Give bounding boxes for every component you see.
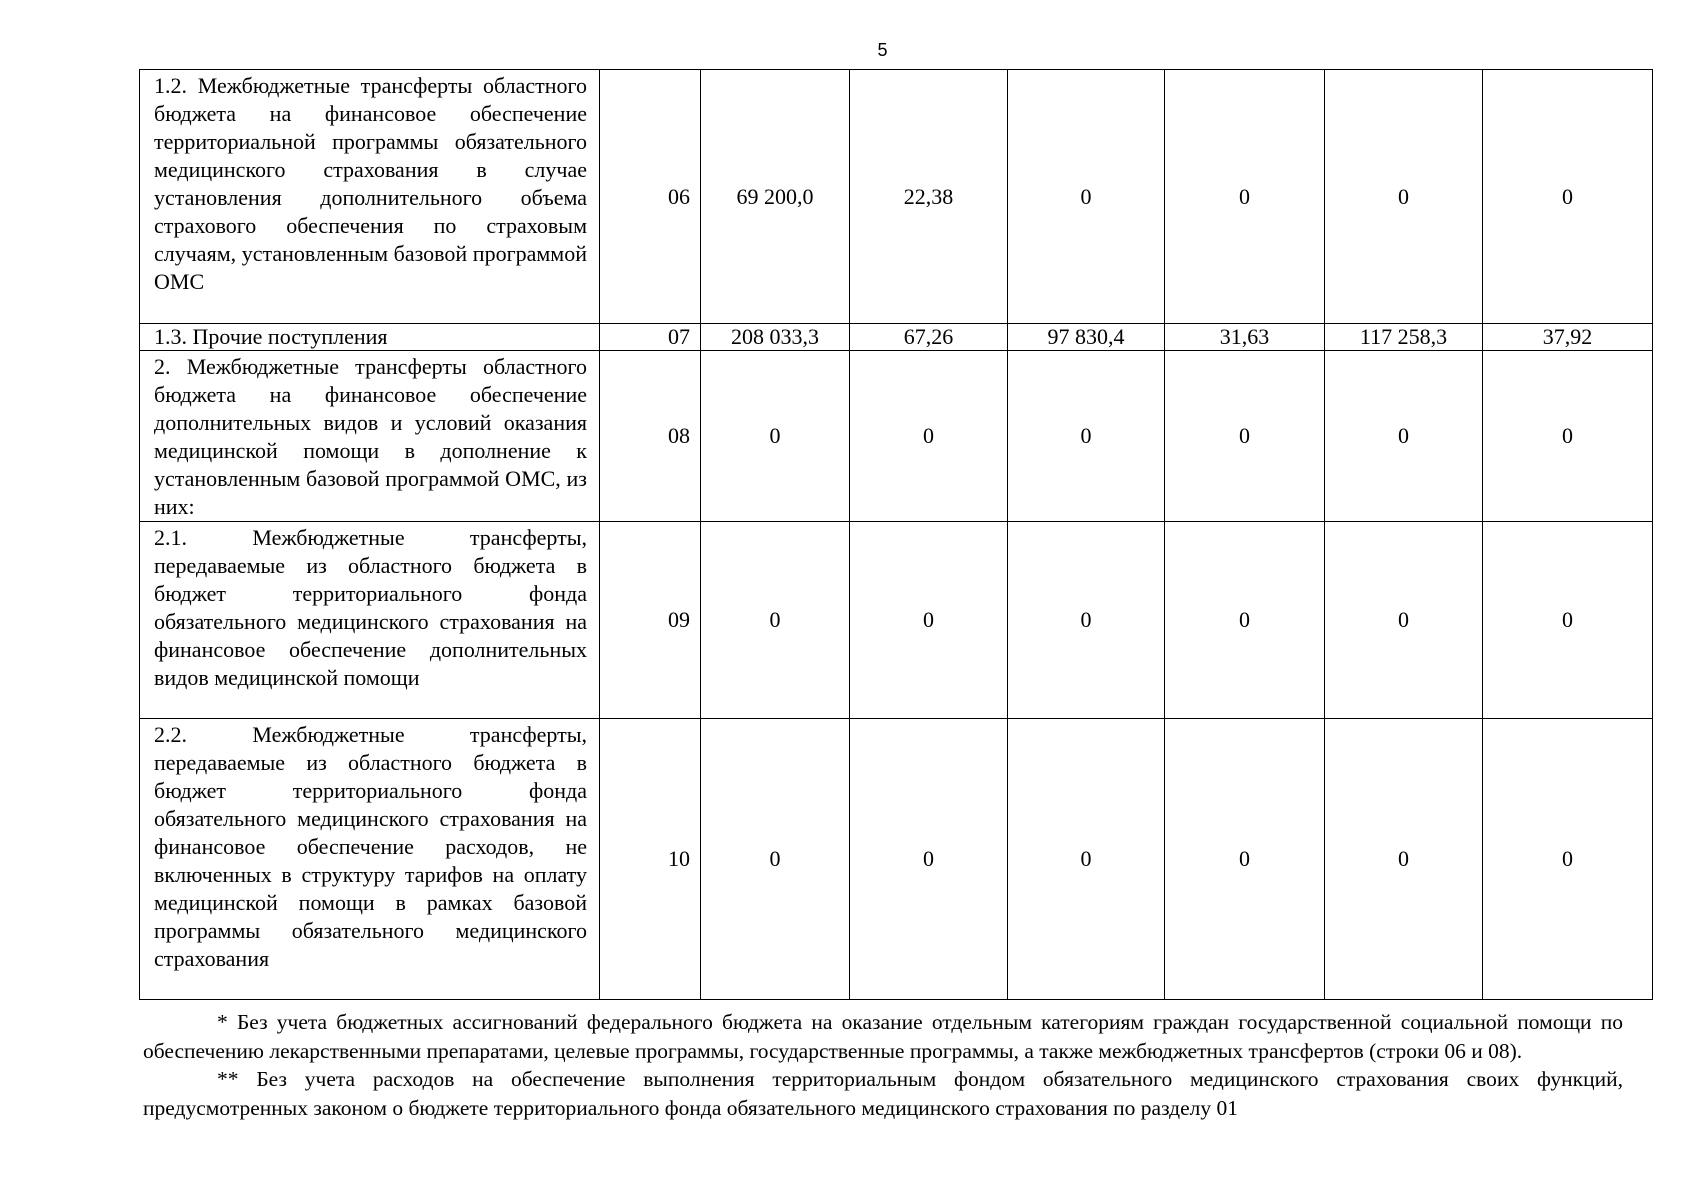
row-label: 1.2. Межбюджетные трансферты областного бюджета на финансовое обеспечение территориальной программы обязательного медицинского страхования в случае установления дополнительного объема страхового обеспечения по страховым случаям, установленным базовой программой ОМС (140, 70, 600, 324)
footnotes (143, 1008, 1623, 1122)
cell-value: 0 (850, 719, 1008, 1000)
cell-value: 0 (1483, 719, 1653, 1000)
cell-value: 0 (1165, 351, 1325, 522)
row-label: 2.1. Межбюджетные трансферты, передаваемые из областного бюджета в бюджет территориального фонда обязательного медицинского страхования на финансовое обеспечение дополнительных видов медицинской помощи (140, 522, 600, 719)
cell-value: 208 033,3 (701, 324, 850, 351)
cell-value: 0 (1165, 522, 1325, 719)
cell-value: 0 (850, 522, 1008, 719)
cell-value: 67,26 (850, 324, 1008, 351)
table-row (140, 351, 1653, 522)
cell-value: 0 (701, 351, 850, 522)
cell-value: 0 (1165, 719, 1325, 1000)
cell-value: 0 (701, 719, 850, 1000)
cell-value: 69 200,0 (701, 70, 850, 324)
row-code: 07 (600, 324, 701, 351)
cell-value: 37,92 (1483, 324, 1653, 351)
footnote-1: * Без учета бюджетных ассигнований федерального бюджета на оказание отдельным категориям граждан государственной социальной помощи по обеспечению лекарственными препаратами, целевые программы, государственные программы, а также межбюджетных трансфертов (строки 06 и 08). (143, 1010, 1623, 1063)
row-code: 06 (600, 70, 701, 324)
cell-value: 0 (1008, 351, 1165, 522)
cell-value: 0 (1325, 70, 1483, 324)
table-row (140, 522, 1653, 719)
cell-value: 0 (1008, 522, 1165, 719)
cell-value: 0 (1165, 70, 1325, 324)
row-label: 2.2. Межбюджетные трансферты, передаваемые из областного бюджета в бюджет территориального фонда обязательного медицинского страхования на финансовое обеспечение расходов, не включенных в структуру тарифов на оплату медицинской помощи в рамках базовой программы обязательного медицинского страхования (140, 719, 600, 1000)
cell-value: 31,63 (1165, 324, 1325, 351)
table-row (140, 719, 1653, 1000)
footnote-2: ** Без учета расходов на обеспечение выполнения территориальным фондом обязательного медицинского страхования своих функций, предусмотренных законом о бюджете территориального фонда обязательного медицинского страхования по разделу 01 (143, 1067, 1623, 1120)
cell-value: 0 (701, 522, 850, 719)
cell-value: 97 830,4 (1008, 324, 1165, 351)
cell-value: 0 (850, 351, 1008, 522)
cell-value: 0 (1008, 70, 1165, 324)
cell-value: 0 (1325, 351, 1483, 522)
cell-value: 0 (1325, 719, 1483, 1000)
cell-value: 117 258,3 (1325, 324, 1483, 351)
budget-table (139, 69, 1653, 1000)
row-label: 1.3. Прочие поступления (140, 324, 600, 351)
cell-value: 22,38 (850, 70, 1008, 324)
cell-value: 0 (1483, 70, 1653, 324)
row-code: 10 (600, 719, 701, 1000)
table-row (140, 70, 1653, 324)
cell-value: 0 (1325, 522, 1483, 719)
page-number: 5 (877, 40, 888, 60)
row-code: 09 (600, 522, 701, 719)
cell-value: 0 (1008, 719, 1165, 1000)
table-row (140, 324, 1653, 351)
row-code: 08 (600, 351, 701, 522)
cell-value: 0 (1483, 522, 1653, 719)
row-label: 2. Межбюджетные трансферты областного бюджета на финансовое обеспечение дополнительных видов и условий оказания медицинской помощи в дополнение к установленным базовой программой ОМС, из них: (140, 351, 600, 522)
cell-value: 0 (1483, 351, 1653, 522)
